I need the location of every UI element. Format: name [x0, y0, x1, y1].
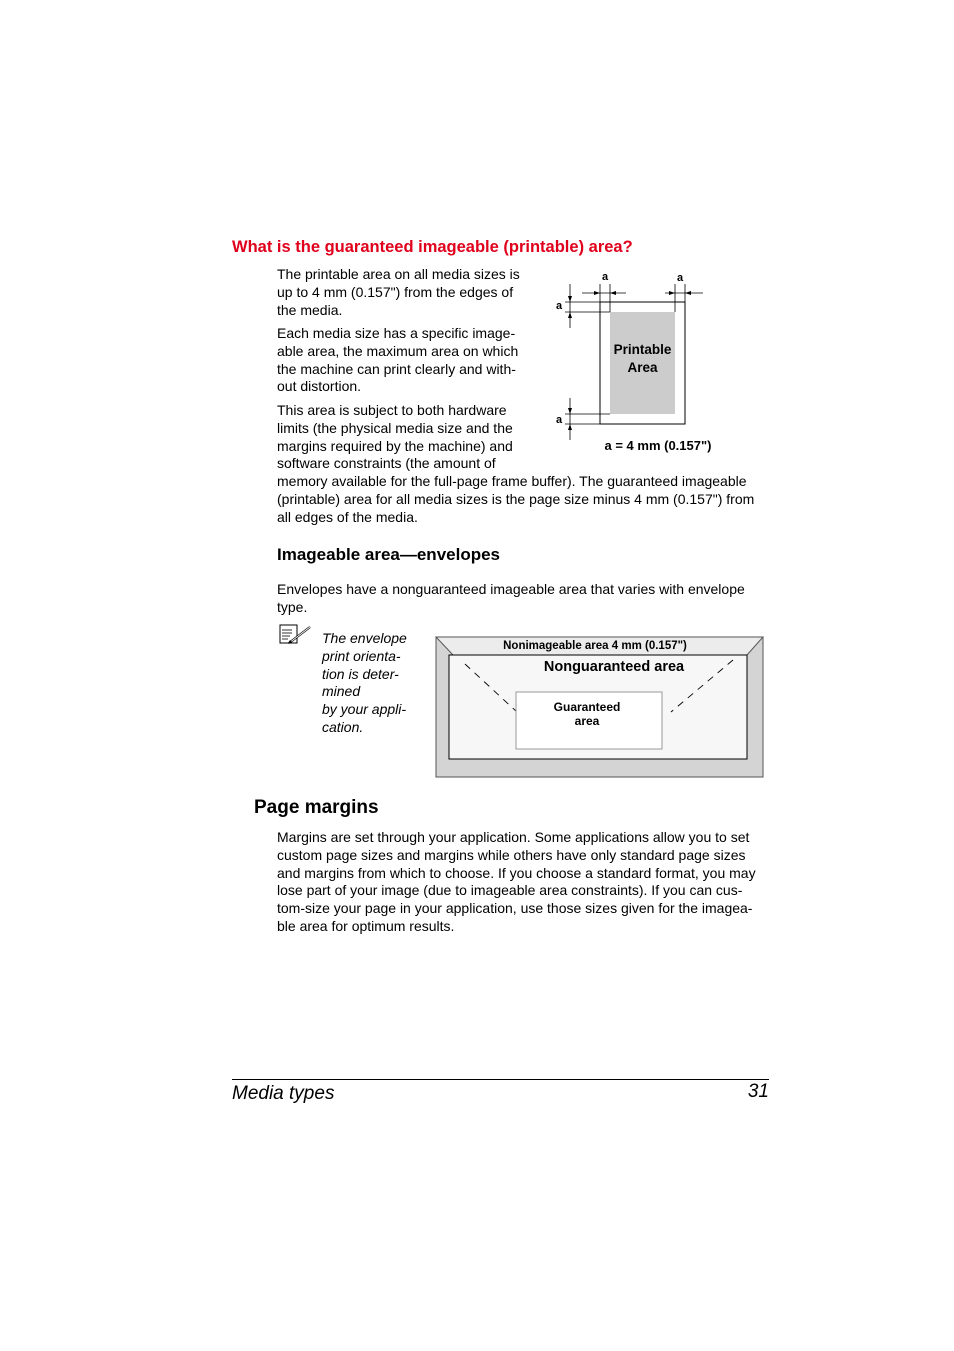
note-line: by your appli- [322, 701, 407, 718]
note-line: The envelope [322, 630, 407, 646]
paragraph-page-margins: Margins are set through your application. Some applications allow you to set custom page sizes and margins while others have only standard page sizes and margins from which to choose. If you choose a standard format, you may lose part of your image (due to imageable area constraints). If you can cus-tom-size your page in your application, use those sizes given for the imagea-ble area for optimum results. [277, 829, 756, 934]
paragraph-limits: This area is subject to both hardware limits (the physical media size and the margins required by the machine) and software constraints (the amount of [277, 402, 513, 472]
subheading-envelopes: Imageable area—envelopes [277, 545, 501, 564]
dimension-label-top-right: a [676, 272, 684, 284]
section-heading-printable-area: What is the guaranteed imageable (printable) area? [232, 238, 633, 256]
paragraph-limits-continued: memory available for the full-page frame buffer). The guaranteed imageable (printable) area for all media sizes is the page size minus 4 mm (0.157") from all edges of the media. [277, 473, 755, 525]
paragraph-printable-area: The printable area on all media sizes is up to 4 mm (0.157") from the edges of the media. [277, 266, 520, 318]
section-heading-page-margins: Page margins [254, 797, 379, 818]
guaranteed-area-label-line2: area [574, 714, 600, 728]
dimension-label-top-left: a [601, 271, 609, 283]
footer-chapter-title: Media types [232, 1083, 335, 1104]
dimension-caption: a = 4 mm (0.157") [604, 438, 712, 453]
note-line: cation. [322, 718, 364, 735]
dimension-label-left-top: a [555, 300, 563, 312]
guaranteed-area-label-line1: Guaranteed [553, 700, 621, 714]
paragraph-imageable-area: Each media size has a specific image-able area, the maximum area on which the machine can print clearly and with-out distortion. [277, 325, 519, 395]
note-line: mined [322, 683, 361, 700]
footer-page-number: 31 [747, 1081, 769, 1102]
printable-area-label-line1: Printable [613, 342, 672, 357]
envelope-imageable-area-diagram [435, 636, 766, 779]
printable-area-label-line2: Area [627, 360, 658, 375]
dimension-label-left-bottom: a [555, 414, 563, 426]
nonimageable-area-label: Nonimageable area 4 mm (0.157") [503, 640, 687, 652]
nonguaranteed-area-label: Nonguaranteed area [543, 659, 685, 675]
paragraph-envelopes: Envelopes have a nonguaranteed imageable area that varies with envelope type. [277, 581, 745, 615]
note-line: tion is deter- [322, 665, 399, 682]
note-line: print orienta- [322, 647, 401, 664]
note-pencil-icon [279, 622, 313, 646]
printable-area-diagram [545, 262, 735, 462]
note-text [322, 630, 422, 737]
footer-divider [232, 1079, 769, 1080]
